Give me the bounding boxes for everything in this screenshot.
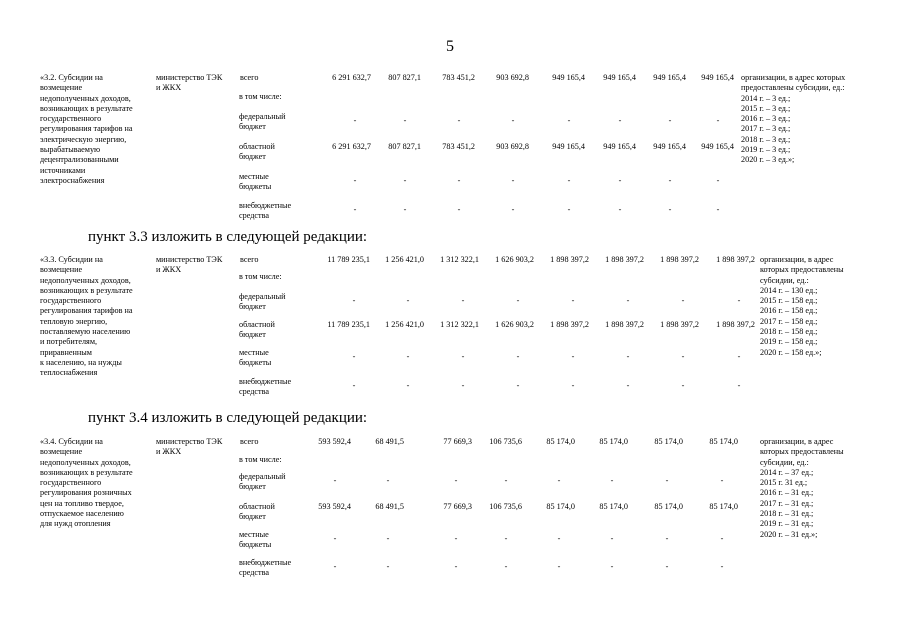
- value-dash: -: [610, 476, 614, 485]
- value-dash: -: [461, 352, 465, 361]
- measure-line: теплоснабжения: [40, 368, 98, 378]
- measure-line: регулирования розничных: [40, 488, 132, 498]
- value-dash: -: [571, 296, 575, 305]
- value-cell: 1 626 903,2: [495, 255, 534, 264]
- value-dash: -: [403, 116, 407, 125]
- value-cell: 11 789 235,1: [327, 320, 370, 329]
- value-cell: 949 165,4: [701, 142, 734, 151]
- value-dash: -: [720, 534, 724, 543]
- funding-source-label: [240, 255, 258, 265]
- funding-source-label: [239, 201, 291, 222]
- measure-line: возникающих в результате: [40, 285, 133, 295]
- funding-source-line: бюджет: [239, 512, 266, 522]
- value-dash: -: [516, 352, 520, 361]
- value-cell: 85 174,0: [599, 502, 628, 511]
- measure-line: отпускаемое населению: [40, 509, 124, 519]
- measure-line: возникающих в результате: [40, 467, 133, 477]
- funding-source-label: [240, 437, 258, 447]
- value-cell: 1 898 397,2: [716, 255, 755, 264]
- result-indicator: [760, 255, 844, 358]
- value-cell: 949 165,4: [603, 142, 636, 151]
- result-line: 2019 г. – 31 ед.;: [760, 519, 814, 529]
- value-dash: -: [618, 176, 622, 185]
- value-dash: -: [406, 352, 410, 361]
- value-dash: -: [504, 562, 508, 571]
- value-dash: -: [716, 116, 720, 125]
- value-dash: -: [610, 534, 614, 543]
- value-dash: -: [516, 296, 520, 305]
- value-dash: -: [386, 476, 390, 485]
- result-line: которых предоставлены: [760, 265, 844, 275]
- value-dash: -: [454, 562, 458, 571]
- funding-source-line: в том числе:: [239, 92, 282, 101]
- measure-line: регулирования тарифов на: [40, 124, 133, 134]
- funding-source-line: местные: [239, 530, 269, 539]
- executor-line: министерство ТЭК: [156, 255, 223, 264]
- value-cell: 11 789 235,1: [327, 255, 370, 264]
- value-cell: 106 735,6: [489, 502, 522, 511]
- funding-source-label: [239, 172, 271, 193]
- funding-source-label: [239, 472, 286, 493]
- measure-line: цен на топливо твердое,: [40, 498, 124, 508]
- result-line: 2020 г. – 3 ед.»;: [741, 155, 795, 165]
- value-cell: 949 165,4: [653, 73, 686, 82]
- value-dash: -: [681, 296, 685, 305]
- measure-line: государственного: [40, 296, 102, 306]
- result-line: организации, в адрес которых: [741, 73, 846, 82]
- funding-source-label: [239, 142, 275, 163]
- funding-source-line: местные: [239, 348, 269, 357]
- value-dash: -: [716, 176, 720, 185]
- result-line: 2018 г. – 31 ед.;: [760, 509, 814, 519]
- funding-source-line: бюджеты: [239, 358, 272, 368]
- funding-source-label: [239, 377, 291, 398]
- value-cell: 783 451,2: [442, 142, 475, 151]
- value-cell: 1 898 397,2: [605, 320, 644, 329]
- value-dash: -: [668, 205, 672, 214]
- funding-source-label: [239, 92, 282, 102]
- value-dash: -: [668, 116, 672, 125]
- value-dash: -: [720, 562, 724, 571]
- measure-line: государственного: [40, 478, 102, 488]
- funding-source-label: [240, 73, 258, 83]
- measure-line: для нужд отопления: [40, 519, 111, 529]
- value-cell: 85 174,0: [654, 437, 683, 446]
- value-cell: 1 898 397,2: [550, 320, 589, 329]
- value-dash: -: [516, 381, 520, 390]
- result-line: 2016 г. – 3 ед.;: [741, 114, 791, 124]
- result-line: 2017 г. – 158 ед.;: [760, 316, 818, 326]
- value-cell: 85 174,0: [709, 437, 738, 446]
- funding-source-line: средства: [239, 568, 270, 578]
- value-dash: -: [406, 381, 410, 390]
- value-cell: 85 174,0: [709, 502, 738, 511]
- value-dash: -: [737, 296, 741, 305]
- result-line: 2016 г. – 158 ед.;: [760, 306, 818, 316]
- value-cell: 85 174,0: [599, 437, 628, 446]
- funding-source-line: областной: [239, 142, 275, 151]
- value-cell: 949 165,4: [552, 142, 585, 151]
- result-line: 2018 г. – 3 ед.;: [741, 134, 791, 144]
- executor-line: министерство ТЭК: [156, 73, 223, 82]
- funding-source-line: всего: [240, 255, 259, 264]
- result-line: субсидии, ед.:: [760, 457, 809, 467]
- value-cell: 807 827,1: [388, 73, 421, 82]
- measure-description: [40, 437, 165, 530]
- executor-line: и ЖКХ: [156, 265, 182, 275]
- value-dash: -: [665, 562, 669, 571]
- funding-source-line: бюджет: [239, 482, 266, 492]
- funding-source-label: [239, 502, 275, 523]
- measure-description: [40, 73, 165, 186]
- value-dash: -: [504, 534, 508, 543]
- value-cell: 1 898 397,2: [605, 255, 644, 264]
- value-cell: 1 626 903,2: [495, 320, 534, 329]
- value-dash: -: [737, 381, 741, 390]
- funding-source-line: бюджет: [239, 302, 266, 312]
- value-cell: 807 827,1: [388, 142, 421, 151]
- funding-source-line: федеральный: [239, 472, 286, 481]
- value-cell: 77 669,3: [443, 437, 472, 446]
- result-line: 2017 г. – 31 ед.;: [760, 498, 814, 508]
- funding-source-label: [239, 292, 286, 313]
- value-dash: -: [333, 562, 337, 571]
- funding-source-line: областной: [239, 502, 275, 511]
- funding-source-line: федеральный: [239, 292, 286, 301]
- executor-line: министерство ТЭК: [156, 437, 223, 446]
- value-dash: -: [665, 534, 669, 543]
- funding-source-label: [239, 348, 271, 369]
- measure-line: регулирования тарифов на: [40, 306, 133, 316]
- value-dash: -: [406, 296, 410, 305]
- result-indicator: [741, 73, 845, 166]
- value-dash: -: [668, 176, 672, 185]
- funding-source-line: всего: [240, 73, 259, 82]
- funding-source-line: всего: [240, 437, 259, 446]
- measure-line: возмещение: [40, 265, 83, 275]
- value-dash: -: [716, 205, 720, 214]
- value-cell: 949 165,4: [552, 73, 585, 82]
- value-dash: -: [386, 562, 390, 571]
- funding-source-line: местные: [239, 172, 269, 181]
- value-dash: -: [353, 176, 357, 185]
- measure-line: «3.2. Субсидии на: [40, 73, 103, 82]
- value-dash: -: [352, 352, 356, 361]
- value-dash: -: [461, 381, 465, 390]
- value-dash: -: [352, 296, 356, 305]
- value-dash: -: [353, 116, 357, 125]
- funding-source-label: [239, 455, 282, 465]
- executor: [156, 437, 222, 458]
- measure-line: и потребителям,: [40, 337, 98, 347]
- result-line: 2019 г. – 3 ед.;: [741, 145, 791, 155]
- executor: [156, 73, 222, 94]
- value-cell: 903 692,8: [496, 73, 529, 82]
- executor: [156, 255, 222, 276]
- value-dash: -: [618, 116, 622, 125]
- value-dash: -: [571, 381, 575, 390]
- value-dash: -: [737, 352, 741, 361]
- measure-line: тепловую энергию,: [40, 316, 108, 326]
- value-cell: 949 165,4: [701, 73, 734, 82]
- value-dash: -: [454, 476, 458, 485]
- funding-source-line: внебюджетные: [239, 377, 292, 386]
- result-line: 2014 г. – 130 ед.;: [760, 285, 818, 295]
- value-cell: 6 291 632,7: [332, 73, 371, 82]
- value-dash: -: [610, 562, 614, 571]
- funding-source-line: бюджеты: [239, 182, 272, 192]
- funding-source-line: бюджет: [239, 152, 266, 162]
- value-cell: 68 491,5: [375, 502, 404, 511]
- measure-line: возмещение: [40, 83, 83, 93]
- funding-source-label: [239, 272, 282, 282]
- funding-source-line: бюджет: [239, 122, 266, 132]
- funding-source-line: в том числе:: [239, 455, 282, 464]
- result-indicator: [760, 437, 844, 540]
- measure-description: [40, 255, 165, 379]
- result-line: 2020 г. – 31 ед.»;: [760, 529, 818, 539]
- value-cell: 1 898 397,2: [660, 255, 699, 264]
- measure-line: вырабатываемую: [40, 145, 101, 155]
- result-line: организации, в адрес: [760, 437, 834, 446]
- measure-line: источниками: [40, 165, 86, 175]
- value-cell: 68 491,5: [375, 437, 404, 446]
- measure-line: недополученных доходов,: [40, 457, 131, 467]
- value-dash: -: [333, 476, 337, 485]
- result-line: 2015 г. – 3 ед.;: [741, 103, 791, 113]
- funding-source-line: областной: [239, 320, 275, 329]
- funding-source-line: федеральный: [239, 112, 286, 121]
- value-dash: -: [571, 352, 575, 361]
- measure-line: возникающих в результате: [40, 103, 133, 113]
- value-cell: 1 898 397,2: [550, 255, 589, 264]
- value-dash: -: [504, 476, 508, 485]
- measure-line: возмещение: [40, 447, 83, 457]
- executor-line: и ЖКХ: [156, 447, 182, 457]
- value-dash: -: [626, 381, 630, 390]
- funding-source-line: средства: [239, 211, 270, 221]
- funding-source-line: в том числе:: [239, 272, 282, 281]
- measure-line: недополученных доходов,: [40, 93, 131, 103]
- value-dash: -: [567, 116, 571, 125]
- value-cell: 77 669,3: [443, 502, 472, 511]
- value-dash: -: [457, 176, 461, 185]
- value-cell: 1 256 421,0: [385, 320, 424, 329]
- section-heading: пункт 3.3 изложить в следующей редакции:: [88, 229, 368, 245]
- value-dash: -: [461, 296, 465, 305]
- result-line: организации, в адрес: [760, 255, 834, 264]
- result-line: 2017 г. – 3 ед.;: [741, 124, 791, 134]
- value-dash: -: [567, 205, 571, 214]
- value-dash: -: [454, 534, 458, 543]
- executor-line: и ЖКХ: [156, 83, 182, 93]
- value-cell: 949 165,4: [653, 142, 686, 151]
- value-cell: 1 898 397,2: [660, 320, 699, 329]
- funding-source-line: средства: [239, 387, 270, 397]
- value-dash: -: [403, 176, 407, 185]
- value-cell: 85 174,0: [546, 437, 575, 446]
- result-line: 2015 г. – 158 ед.;: [760, 296, 818, 306]
- result-line: 2014 г. – 37 ед.;: [760, 467, 814, 477]
- value-cell: 106 735,6: [489, 437, 522, 446]
- value-dash: -: [353, 205, 357, 214]
- measure-line: электрическую энергию,: [40, 134, 127, 144]
- value-cell: 593 592,4: [318, 437, 351, 446]
- value-cell: 6 291 632,7: [332, 142, 371, 151]
- value-cell: 593 592,4: [318, 502, 351, 511]
- result-line: субсидии, ед.:: [760, 275, 809, 285]
- result-line: предоставлены субсидии, ед.:: [741, 83, 845, 93]
- result-line: которых предоставлены: [760, 447, 844, 457]
- measure-line: государственного: [40, 114, 102, 124]
- value-dash: -: [352, 381, 356, 390]
- measure-line: недополученных доходов,: [40, 275, 131, 285]
- value-dash: -: [386, 534, 390, 543]
- result-line: 2019 г. – 158 ед.;: [760, 337, 818, 347]
- value-dash: -: [333, 534, 337, 543]
- value-dash: -: [457, 205, 461, 214]
- measure-line: «3.4. Субсидии на: [40, 437, 103, 446]
- result-line: 2018 г. – 158 ед.;: [760, 327, 818, 337]
- value-dash: -: [681, 381, 685, 390]
- measure-line: электроснабжения: [40, 175, 105, 185]
- value-dash: -: [626, 296, 630, 305]
- result-line: 2016 г. – 31 ед.;: [760, 488, 814, 498]
- value-cell: 85 174,0: [546, 502, 575, 511]
- result-line: 2015 г. 31 ед.;: [760, 478, 808, 488]
- value-cell: 903 692,8: [496, 142, 529, 151]
- measure-line: поставляемую населению: [40, 327, 131, 337]
- value-dash: -: [457, 116, 461, 125]
- funding-source-label: [239, 530, 271, 551]
- funding-source-line: внебюджетные: [239, 201, 292, 210]
- value-dash: -: [681, 352, 685, 361]
- funding-source-line: внебюджетные: [239, 558, 292, 567]
- value-cell: 85 174,0: [654, 502, 683, 511]
- value-cell: 1 312 322,1: [440, 255, 479, 264]
- value-dash: -: [626, 352, 630, 361]
- funding-source-label: [239, 112, 286, 133]
- funding-source-label: [239, 558, 291, 579]
- value-cell: 949 165,4: [603, 73, 636, 82]
- value-cell: 1 256 421,0: [385, 255, 424, 264]
- funding-source-line: бюджеты: [239, 540, 272, 550]
- value-dash: -: [567, 176, 571, 185]
- measure-line: децентрализованными: [40, 155, 119, 165]
- value-dash: -: [511, 205, 515, 214]
- value-dash: -: [511, 176, 515, 185]
- result-line: 2014 г. – 3 ед.;: [741, 93, 791, 103]
- value-dash: -: [720, 476, 724, 485]
- measure-line: приравненным: [40, 347, 92, 357]
- value-dash: -: [557, 534, 561, 543]
- funding-source-label: [239, 320, 275, 341]
- measure-line: «3.3. Субсидии на: [40, 255, 103, 264]
- value-cell: 1 898 397,2: [716, 320, 755, 329]
- value-dash: -: [511, 116, 515, 125]
- value-dash: -: [618, 205, 622, 214]
- value-cell: 783 451,2: [442, 73, 475, 82]
- funding-source-line: бюджет: [239, 330, 266, 340]
- measure-line: к населению, на нужды: [40, 357, 122, 367]
- page-number: 5: [446, 38, 454, 55]
- result-line: 2020 г. – 158 ед.»;: [760, 347, 822, 357]
- value-cell: 1 312 322,1: [440, 320, 479, 329]
- value-dash: -: [557, 476, 561, 485]
- value-dash: -: [665, 476, 669, 485]
- value-dash: -: [557, 562, 561, 571]
- value-dash: -: [403, 205, 407, 214]
- section-heading: пункт 3.4 изложить в следующей редакции:: [88, 410, 368, 426]
